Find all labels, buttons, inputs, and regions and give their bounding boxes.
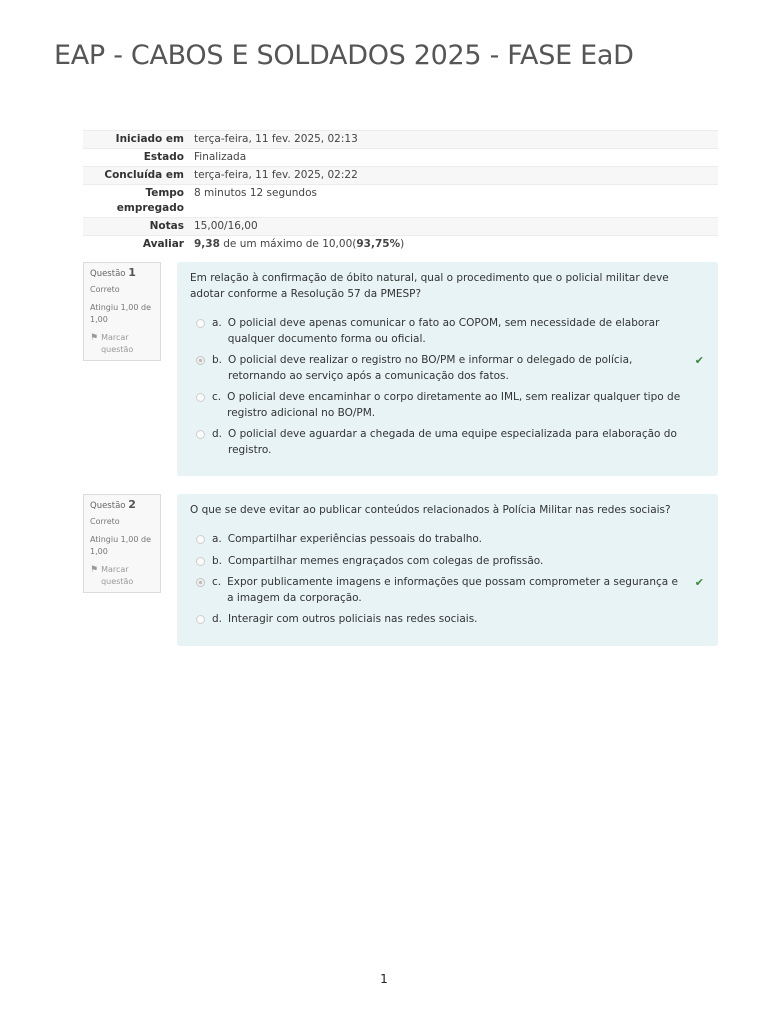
radio-icon[interactable] bbox=[196, 535, 205, 544]
flag-icon: ⚑ bbox=[90, 565, 99, 575]
question-info-1 bbox=[83, 262, 161, 361]
question-state: Correto bbox=[90, 285, 120, 294]
summary-value: 15,00/16,00 bbox=[190, 218, 718, 236]
summary-label: Notas bbox=[83, 218, 190, 236]
question-text: O que se deve evitar ao publicar conteúdos relacionados à Polícia Militar nas redes sociais? bbox=[190, 504, 671, 516]
flag-question-link[interactable] bbox=[90, 564, 154, 588]
question-number: 1 bbox=[128, 266, 136, 279]
answer-text: O policial deve realizar o registro no BO/PM e informar o delegado de polícia, retornando ao serviço após a comunicação dos fatos. bbox=[228, 354, 633, 382]
question-prefix: Questão bbox=[90, 501, 126, 511]
flag-question-label: Marcar questão bbox=[101, 333, 134, 354]
flag-question-link[interactable] bbox=[90, 332, 154, 356]
question-grade: Atingiu 1,00 de 1,00 bbox=[90, 535, 152, 556]
question-number-line bbox=[90, 267, 154, 280]
answer-text: Interagir com outros policiais nas redes sociais. bbox=[228, 613, 478, 625]
grade-max-text: de um máximo de 10,00( bbox=[219, 238, 357, 250]
question-number-line bbox=[90, 499, 154, 512]
summary-row-started bbox=[83, 131, 718, 149]
answer-letter: d. bbox=[212, 428, 223, 440]
question-number: 2 bbox=[128, 498, 136, 511]
flag-question-label: Marcar questão bbox=[101, 565, 134, 586]
radio-icon[interactable] bbox=[196, 557, 205, 566]
radio-icon[interactable] bbox=[196, 430, 205, 439]
radio-icon[interactable] bbox=[196, 319, 205, 328]
answer-letter: a. bbox=[212, 533, 222, 545]
summary-value: 8 minutos 12 segundos bbox=[190, 185, 718, 218]
answer-letter: d. bbox=[212, 613, 223, 625]
radio-icon[interactable] bbox=[196, 393, 205, 402]
answer-option[interactable] bbox=[190, 575, 704, 606]
summary-label: Concluída em bbox=[83, 167, 190, 185]
check-icon: ✔ bbox=[694, 354, 704, 367]
summary-label: Tempo empregado bbox=[83, 185, 190, 218]
question-prefix: Questão bbox=[90, 269, 126, 279]
answer-letter: a. bbox=[212, 317, 222, 329]
summary-row-marks bbox=[83, 218, 718, 236]
radio-icon[interactable] bbox=[196, 615, 205, 624]
grade-percent: 93,75% bbox=[356, 238, 401, 250]
answer-letter: c. bbox=[212, 391, 222, 403]
summary-label: Iniciado em bbox=[83, 131, 190, 149]
answer-text: O policial deve encaminhar o corpo diretamente ao IML, sem realizar qualquer tipo de registro adicional no BO/PM. bbox=[227, 391, 681, 419]
page-title: EAP - CABOS E SOLDADOS 2025 - FASE EaD bbox=[54, 40, 634, 71]
answer-text: Compartilhar experiências pessoais do trabalho. bbox=[227, 533, 482, 545]
summary-label: Estado bbox=[83, 149, 190, 167]
answer-letter: b. bbox=[212, 554, 223, 567]
flag-icon: ⚑ bbox=[90, 333, 99, 343]
answer-option[interactable] bbox=[190, 316, 704, 347]
summary-row-time-taken bbox=[83, 185, 718, 218]
answer-letter: c. bbox=[212, 576, 222, 588]
question-info-2 bbox=[83, 494, 161, 593]
summary-row-grade bbox=[83, 236, 718, 254]
answer-option[interactable] bbox=[190, 353, 704, 384]
grade-close-paren: ) bbox=[400, 238, 405, 250]
question-body-1 bbox=[177, 262, 718, 476]
answer-option[interactable] bbox=[190, 532, 704, 548]
answer-option[interactable] bbox=[190, 427, 704, 458]
answer-letter: b. bbox=[212, 354, 223, 366]
summary-row-completed bbox=[83, 167, 718, 185]
answer-text: O policial deve aguardar a chegada de uma equipe especializada para elaboração do registro. bbox=[228, 428, 677, 456]
check-icon: ✔ bbox=[694, 576, 704, 589]
answer-text: Expor publicamente imagens e informações que possam comprometer a segurança e a imagem da corporação. bbox=[227, 576, 679, 604]
question-grade: Atingiu 1,00 de 1,00 bbox=[90, 303, 152, 324]
grade-value: 9,38 bbox=[194, 238, 220, 250]
radio-icon[interactable] bbox=[196, 356, 205, 365]
answer-text: O policial deve apenas comunicar o fato ao COPOM, sem necessidade de elaborar qualquer documento forma ou oficial. bbox=[227, 317, 660, 345]
attempt-summary-table bbox=[83, 130, 718, 253]
summary-value: terça-feira, 11 fev. 2025, 02:13 bbox=[190, 131, 718, 149]
page-number: 1 bbox=[380, 972, 388, 986]
summary-label: Avaliar bbox=[83, 236, 190, 254]
answer-option[interactable] bbox=[190, 390, 704, 421]
summary-value bbox=[190, 236, 718, 254]
answer-option[interactable] bbox=[190, 554, 704, 570]
summary-value: Finalizada bbox=[190, 149, 718, 167]
summary-value: terça-feira, 11 fev. 2025, 02:22 bbox=[190, 167, 718, 185]
question-body-2 bbox=[177, 494, 718, 646]
answer-option[interactable] bbox=[190, 612, 704, 628]
question-text: Em relação à confirmação de óbito natural, qual o procedimento que o policial militar deve adotar conforme a Resolução 57 da PMESP? bbox=[190, 272, 669, 300]
radio-icon[interactable] bbox=[196, 578, 205, 587]
summary-row-state bbox=[83, 149, 718, 167]
question-state: Correto bbox=[90, 517, 120, 526]
answer-text: Compartilhar memes engraçados com colegas de profissão. bbox=[228, 554, 544, 567]
